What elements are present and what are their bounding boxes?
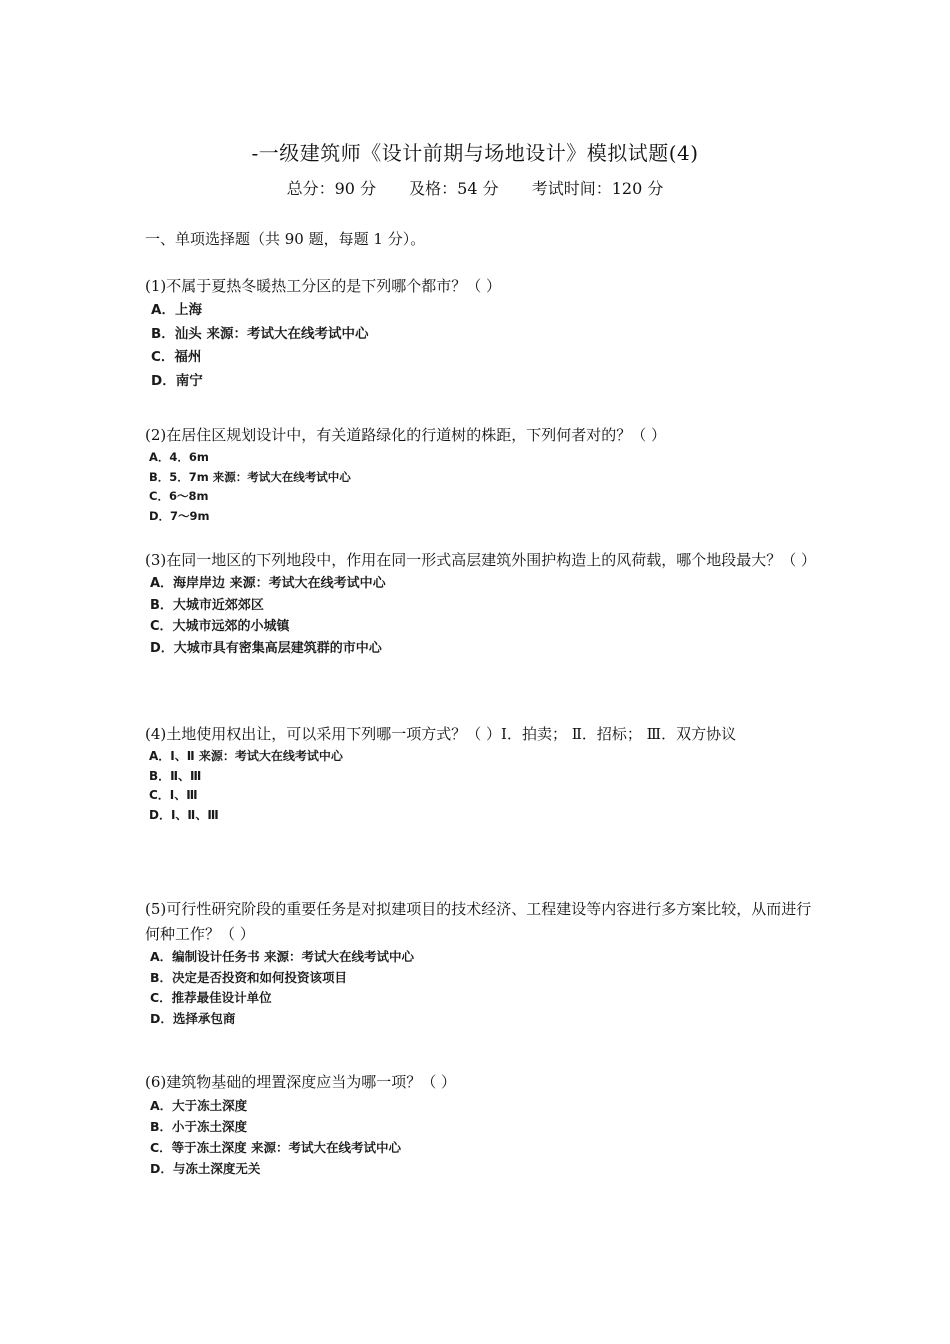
exam-info bbox=[0, 176, 950, 199]
option-b: B．汕头 来源：考试大在线考试中心 bbox=[151, 325, 369, 342]
option-d: D．与冻土深度无关 bbox=[150, 1161, 261, 1176]
option-d: D．大城市具有密集高层建筑群的市中心 bbox=[150, 640, 382, 656]
option-b: B．5．7m 来源：考试大在线考试中心 bbox=[149, 469, 351, 484]
option-a: A．4．6m bbox=[149, 450, 209, 464]
question-1 bbox=[145, 274, 825, 393]
option-b: B．决定是否投资和如何投资该项目 bbox=[150, 969, 348, 985]
exam-time: 考试时间：120 分 bbox=[531, 179, 664, 198]
option-a: A．Ⅰ、Ⅱ 来源：考试大在线考试中心 bbox=[149, 749, 343, 763]
option-a: A．大于冻土深度 bbox=[150, 1098, 248, 1113]
question-stem: (6)建筑物基础的埋置深度应当为哪一项？（ ） bbox=[145, 1073, 457, 1091]
question-5 bbox=[145, 897, 825, 1029]
pass-score: 及格：54 分 bbox=[409, 179, 499, 198]
option-c: C．福州 bbox=[151, 349, 202, 365]
option-a: A．上海 bbox=[151, 302, 202, 318]
option-c: C．大城市远郊的小城镇 bbox=[150, 619, 290, 634]
option-d: D．Ⅰ、Ⅱ、Ⅲ bbox=[149, 807, 219, 822]
question-4 bbox=[145, 722, 825, 825]
question-stem: (4)土地使用权出让，可以采用下列哪一项方式？（ ）I．拍卖； Ⅱ．招标； Ⅲ．双方协议 bbox=[145, 725, 737, 743]
question-6 bbox=[145, 1070, 825, 1179]
option-c: C．6～8m bbox=[149, 489, 209, 503]
page-title: -一级建筑师《设计前期与场地设计》模拟试题(4) bbox=[251, 141, 699, 165]
option-c: C．Ⅰ、Ⅲ bbox=[149, 788, 198, 802]
question-3 bbox=[145, 548, 825, 659]
question-stem: (1)不属于夏热冬暖热工分区的是下列哪个都市？（ ） bbox=[145, 277, 502, 295]
option-c: C．推荐最佳设计单位 bbox=[150, 990, 272, 1005]
question-stem: (5)可行性研究阶段的重要任务是对拟建项目的技术经济、工程建设等内容进行多方案比较，从而进行何种工作？（ ） bbox=[145, 900, 812, 943]
option-d: D．南宁 bbox=[151, 372, 203, 389]
question-2 bbox=[145, 423, 825, 526]
option-a: A．海岸岸边 来源：考试大在线考试中心 bbox=[150, 576, 386, 591]
option-a: A．编制设计任务书 来源：考试大在线考试中心 bbox=[150, 949, 415, 964]
option-c: C．等于冻土深度 来源：考试大在线考试中心 bbox=[150, 1140, 402, 1155]
option-b: B．Ⅱ、Ⅲ bbox=[149, 768, 202, 783]
question-stem: (3)在同一地区的下列地段中，作用在同一形式高层建筑外围护构造上的风荷载，哪个地段最大？（ ） bbox=[145, 551, 817, 569]
option-d: D．选择承包商 bbox=[150, 1010, 236, 1026]
total-score: 总分：90 分 bbox=[286, 179, 377, 198]
option-b: B．小于冻土深度 bbox=[150, 1119, 248, 1134]
option-b: B．大城市近郊郊区 bbox=[150, 597, 264, 613]
question-stem: (2)在居住区规划设计中，有关道路绿化的行道树的株距，下列何者对的？（ ） bbox=[145, 426, 667, 444]
option-d: D．7～9m bbox=[149, 508, 210, 523]
section-heading: 一、单项选择题（共 90 题，每题 1 分）。 bbox=[145, 230, 426, 248]
